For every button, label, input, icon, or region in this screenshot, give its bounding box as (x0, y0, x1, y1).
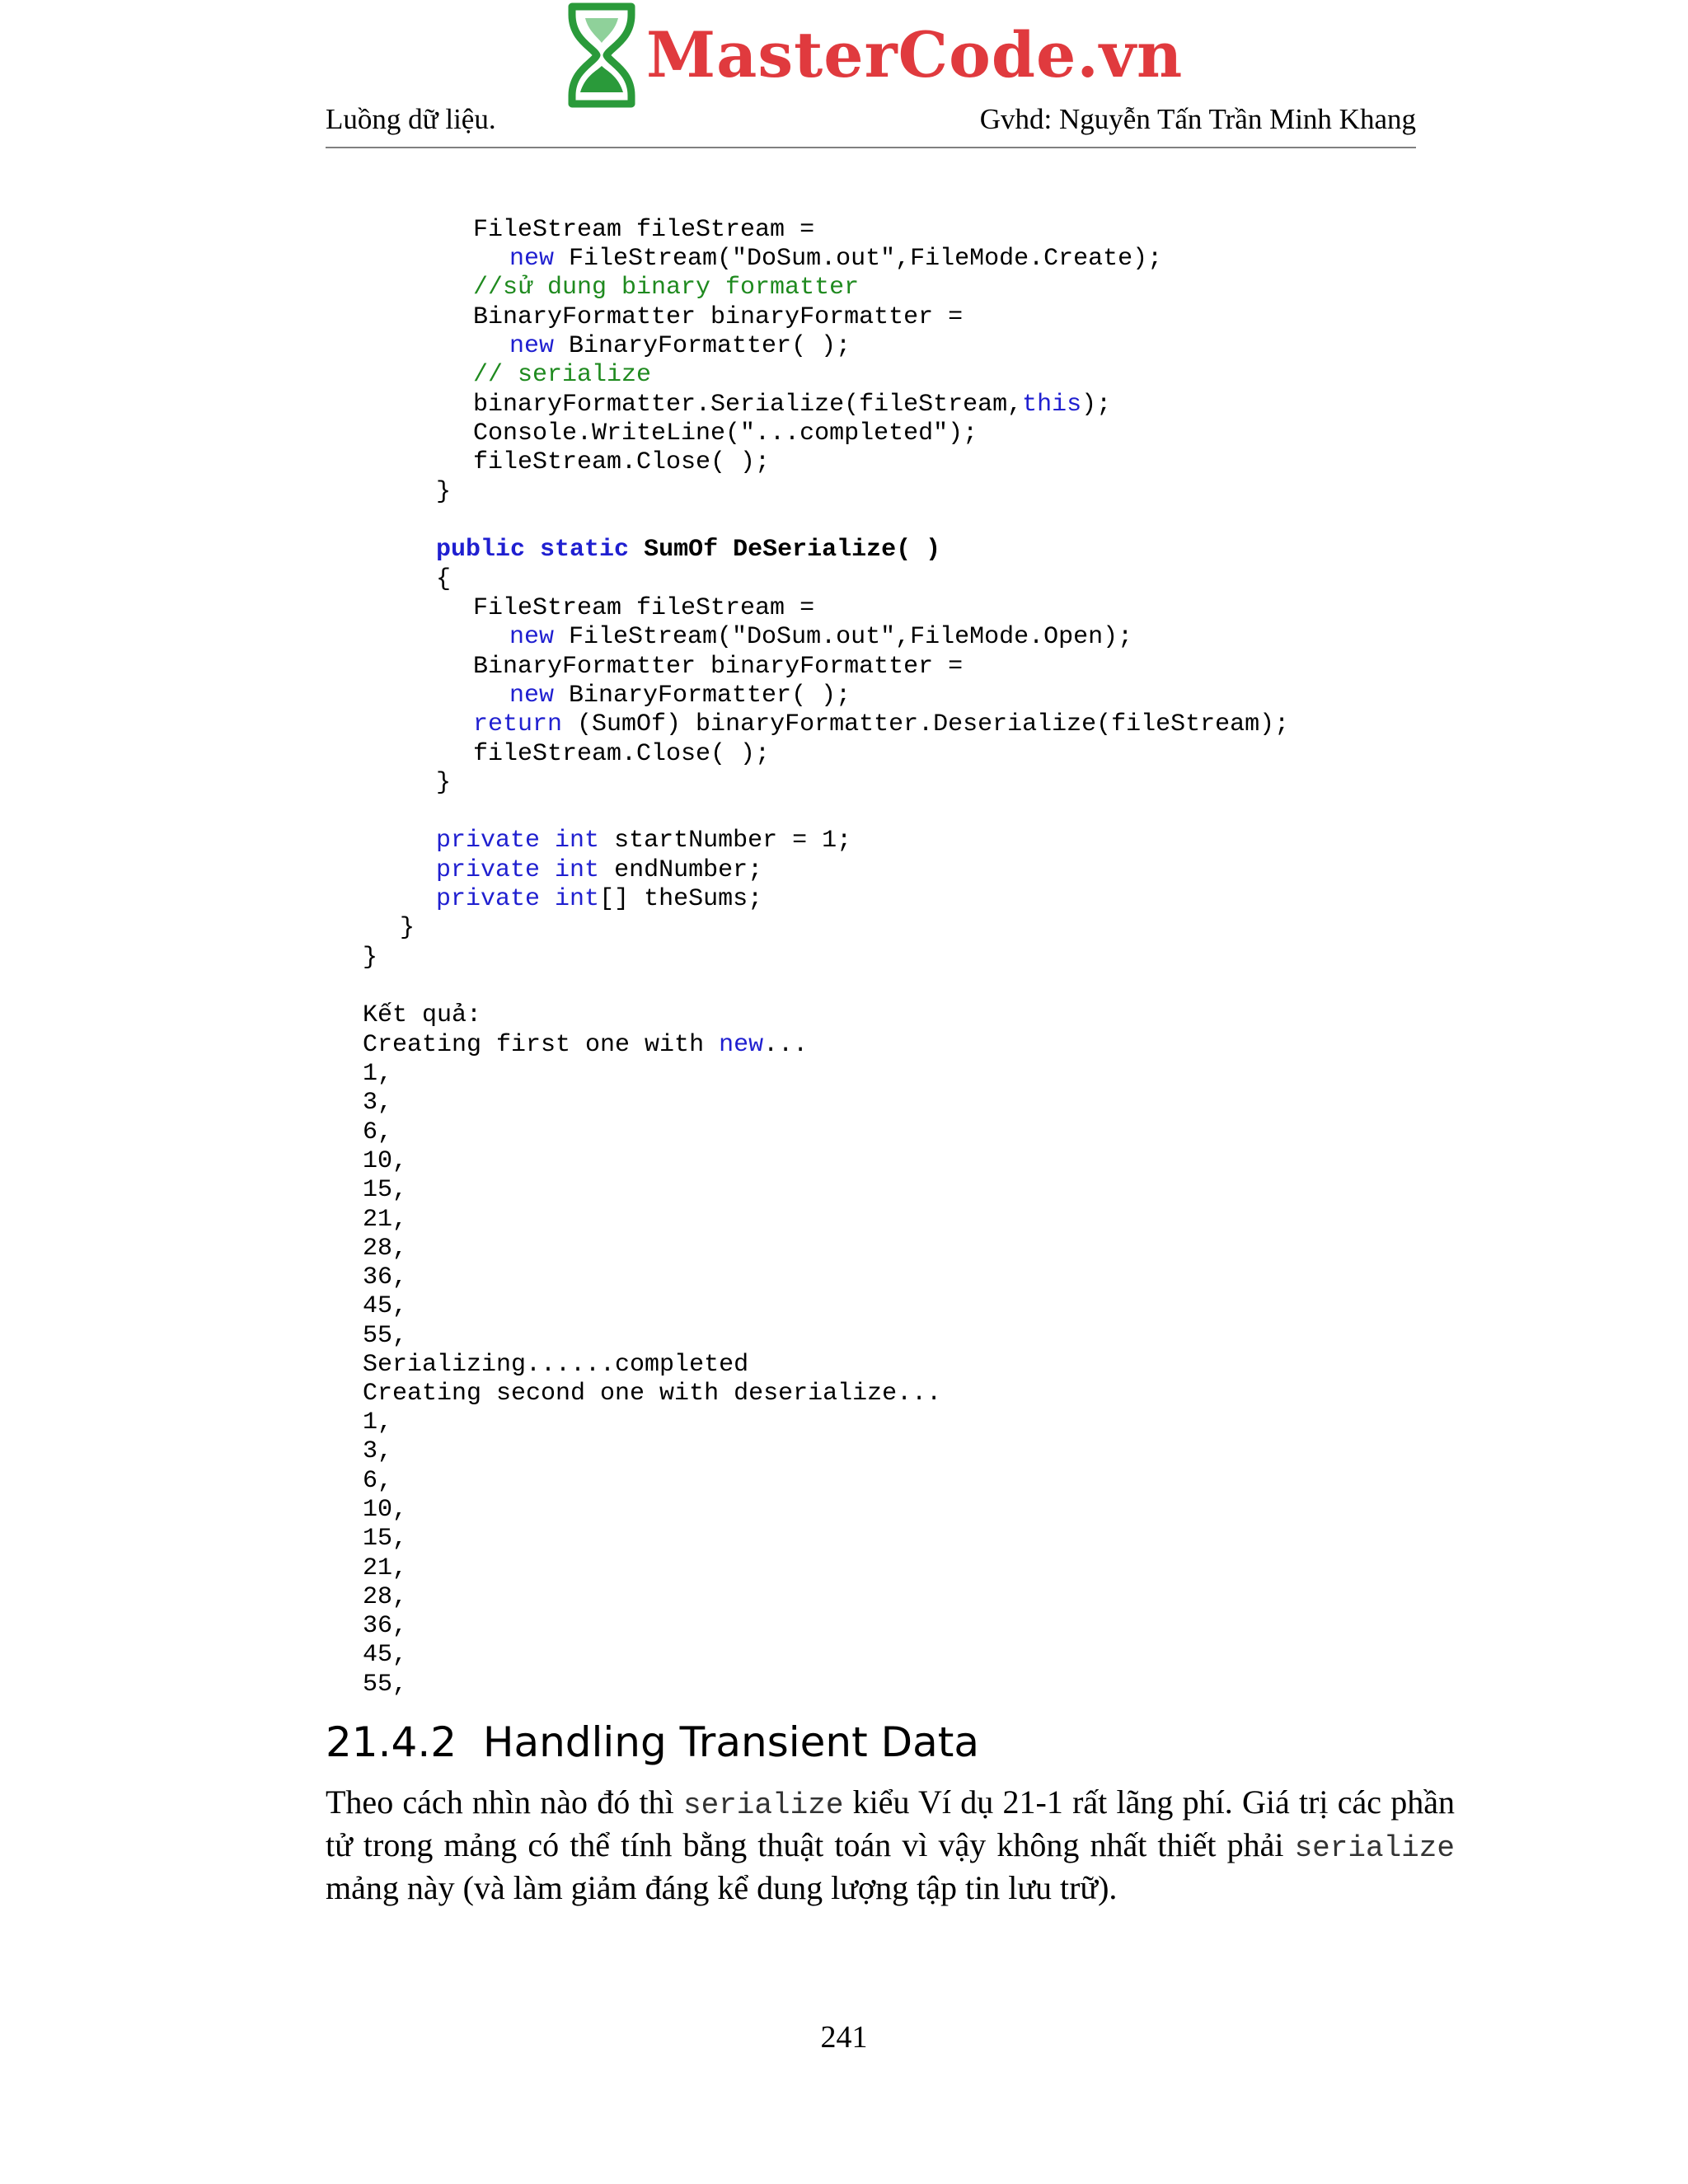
keyword: public (436, 536, 526, 564)
code-comment (473, 274, 859, 302)
code-line (509, 623, 1132, 652)
code-line (436, 885, 762, 914)
code-text: FileStream("DoSum.out",FileMode.Create); (554, 245, 1163, 273)
output-text: Creating first one with (363, 1031, 720, 1059)
code-line (436, 769, 451, 798)
keyword: new (509, 623, 555, 651)
paragraph-text: mảng này (và làm giảm đáng kể dung lượng tập tin lưu trữ). (326, 1869, 1118, 1906)
output-value: 21, (363, 1554, 408, 1582)
keyword: this (1022, 391, 1082, 419)
code-text: fileStream.Close( ); (473, 448, 771, 476)
code-text: Console.WriteLine("...completed"); (473, 419, 978, 448)
output-value: 1, (363, 1060, 393, 1088)
code-line (436, 565, 451, 594)
code-line (509, 682, 851, 710)
keyword: static (540, 536, 630, 564)
output-value: 10, (363, 1495, 408, 1524)
output-value: 55, (363, 1670, 408, 1699)
section-heading (326, 1718, 979, 1766)
output-text: Serializing......completed (363, 1351, 749, 1379)
keyword: new (509, 682, 555, 710)
code-text: } (363, 944, 378, 972)
method-signature: SumOf DeSerialize( ) (644, 536, 941, 564)
output-label (363, 1001, 481, 1030)
code-text: BinaryFormatter( ); (554, 332, 851, 360)
code-line (473, 710, 1289, 739)
body-paragraph (326, 1783, 1455, 1908)
output-value: 6, (363, 1466, 393, 1495)
code-text: FileStream fileStream = (473, 594, 815, 622)
section-number: 21.4.2 (326, 1718, 457, 1766)
code-line (473, 391, 1111, 419)
keyword: int (555, 885, 600, 913)
output-value: 3, (363, 1437, 393, 1466)
code-line (473, 594, 814, 623)
code-line (436, 827, 851, 855)
section-title: Handling Transient Data (482, 1718, 979, 1766)
code-text: binaryFormatter.Serialize(fileStream, (473, 391, 1023, 419)
output-value: 36, (363, 1612, 408, 1641)
keyword: private (436, 885, 541, 913)
output-value: 28, (363, 1582, 408, 1611)
code-text: FileStream fileStream = (473, 216, 815, 244)
output-value: 10, (363, 1146, 408, 1175)
code-line (473, 653, 963, 682)
code-line (473, 740, 770, 769)
comment-text: //sử dung binary formatter (473, 274, 860, 302)
code-line (363, 944, 377, 972)
code-line (473, 448, 770, 477)
output-value: 3, (363, 1089, 393, 1118)
code-line (436, 536, 940, 565)
code-text: } (400, 914, 415, 942)
code-comment (473, 361, 651, 390)
code-line (473, 216, 814, 245)
hourglass-icon (560, 0, 643, 111)
keyword: new (719, 1031, 764, 1059)
output-value: 15, (363, 1176, 408, 1205)
output-value: 45, (363, 1641, 408, 1670)
output-line (363, 1351, 748, 1380)
keyword: new (509, 245, 555, 273)
paragraph-text: kiểu Ví dụ 21-1 rất lãng phí. Giá trị các phần tử trong mảng có thể tính bằng thuật toán vì vậy không nhất thiết phải (326, 1783, 1455, 1863)
keyword: new (509, 332, 555, 360)
code-line (436, 856, 762, 885)
logo-text: MasterCode.vn (646, 18, 1184, 91)
output-text: ... (763, 1031, 809, 1059)
code-line (473, 419, 978, 448)
keyword: private (436, 827, 541, 855)
output-value: 45, (363, 1292, 408, 1321)
mastercode-logo (560, 0, 1184, 111)
code-line (509, 332, 851, 361)
code-text: ); (1081, 391, 1112, 419)
keyword: return (473, 710, 563, 738)
code-line (509, 245, 1162, 274)
code-text: BinaryFormatter binaryFormatter = (473, 303, 964, 331)
keyword: int (555, 827, 600, 855)
output-value: 55, (363, 1321, 408, 1350)
comment-text: // serialize (473, 361, 652, 389)
header-divider (326, 147, 1416, 148)
keyword: private (436, 856, 541, 884)
code-line (436, 478, 451, 507)
inline-code: serialize (1294, 1831, 1455, 1865)
paragraph-text: Theo cách nhìn nào đó thì (326, 1783, 683, 1821)
output-line (363, 1380, 941, 1408)
output-text: Creating second one with deserialize... (363, 1380, 942, 1408)
output-value: 6, (363, 1118, 393, 1146)
output-text: Kết quả: (363, 1001, 482, 1029)
output-line (363, 1031, 808, 1060)
code-text: endNumber; (599, 856, 763, 884)
code-line (473, 303, 963, 332)
code-text: [] theSums; (599, 885, 763, 913)
code-text: FileStream("DoSum.out",FileMode.Open); (554, 623, 1133, 651)
code-text: BinaryFormatter( ); (554, 682, 851, 710)
inline-code: serialize (682, 1788, 844, 1822)
code-text: } (436, 478, 452, 506)
header-chapter-title: Luồng dữ liệu. (326, 103, 496, 135)
keyword: int (555, 856, 600, 884)
output-value: 36, (363, 1263, 408, 1292)
output-value: 1, (363, 1408, 393, 1436)
page-number: 241 (820, 2020, 868, 2055)
code-text: fileStream.Close( ); (473, 740, 771, 768)
output-value: 28, (363, 1234, 408, 1263)
output-value: 21, (363, 1205, 408, 1234)
header-instructor: Gvhd: Nguyễn Tấn Trần Minh Khang (979, 103, 1416, 135)
code-text: } (436, 769, 452, 797)
code-text: { (436, 565, 452, 593)
code-text: BinaryFormatter binaryFormatter = (473, 653, 964, 681)
code-line (400, 914, 415, 943)
code-text: startNumber = 1; (599, 827, 852, 855)
code-text: (SumOf) binaryFormatter.Deserialize(fileStream); (562, 710, 1290, 738)
output-value: 15, (363, 1525, 408, 1554)
